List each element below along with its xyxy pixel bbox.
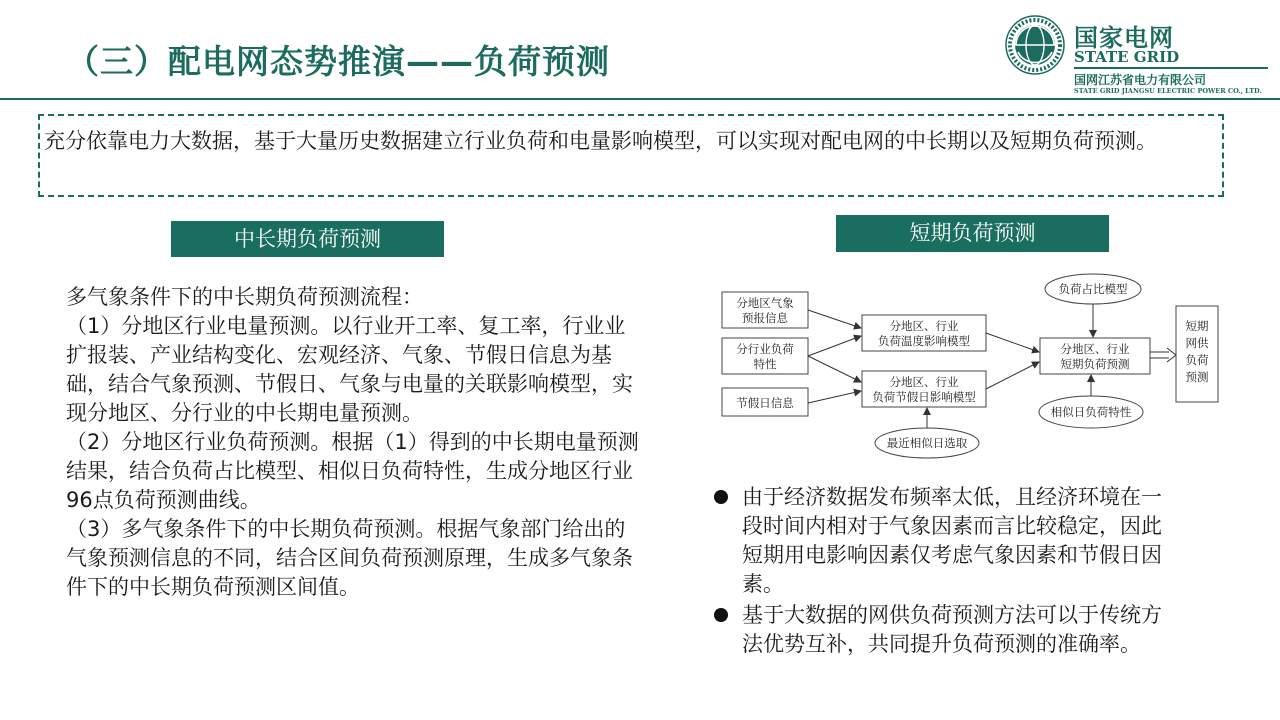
input-label-line: 预报信息 (742, 311, 788, 325)
model-label-line: 负荷节假日影响模型 (872, 390, 976, 404)
bullet-text: 基于大数据的网供负荷预测方法可以于传统方法优势互补，共同提升负荷预测的准确率。 (742, 603, 1162, 656)
model-label-line: 分地区、行业 (889, 375, 959, 389)
ellipse-label: 相似日负荷特性 (1050, 405, 1132, 419)
long-term-paragraph: （1）分地区行业电量预测。以行业开工率、复工率，行业业扩报装、产业结构变化、宏观经济、气象、节假日信息为基础，结合气象预测、节假日、气象与电量的关联影响模型，实现分地区、分行业的中长期电量预测。 (66, 314, 633, 425)
output-label-line: 负荷 (1185, 353, 1209, 367)
page-title: （三）配电网态势推演——负荷预测 (66, 42, 610, 81)
intro-text: 充分依靠电力大数据，基于大量历史数据建立行业负荷和电量影响模型，可以实现对配电网的中长期以及短期负荷预测。 (44, 129, 1157, 153)
bullet-dot-icon (714, 490, 728, 504)
output-double-arrow (1150, 348, 1176, 362)
short-term-flow-diagram (720, 270, 1220, 460)
ellipse-label: 最近相似日选取 (886, 436, 968, 450)
section-tag-long-term: 中长期负荷预测 (171, 221, 444, 257)
output-label-line: 短期 (1185, 319, 1209, 333)
long-term-paragraph: （3）多气象条件下的中长期负荷预测。根据气象部门给出的气象预测信息的不同，结合区间负荷预测原理，生成多气象条件下的中长期负荷预测区间值。 (66, 517, 633, 599)
section-tag-short-term: 短期负荷预测 (836, 215, 1109, 252)
input-label-line: 节假日信息 (736, 396, 794, 410)
bullet-item (712, 483, 1182, 599)
bullet-text: 由于经济数据发布频率太低，且经济环境在一段时间内相对于气象因素而言比较稳定，因此短期用电影响因素仅考虑气象因素和节假日因素。 (742, 485, 1162, 596)
long-term-paragraph: （2）分地区行业负荷预测。根据（1）得到的中长期电量预测结果，结合负荷占比模型、相似日负荷特性，生成分地区行业96点负荷预测曲线。 (66, 430, 639, 512)
header-divider (0, 98, 1280, 100)
model-label-line: 分地区、行业 (889, 319, 959, 333)
logo-divider (1074, 67, 1268, 69)
bullet-item (712, 601, 1182, 659)
model-label-line: 负荷温度影响模型 (878, 334, 970, 348)
state-grid-logo (1004, 10, 1274, 94)
state-grid-emblem-icon (1004, 14, 1066, 76)
center-label-line: 分地区、行业 (1060, 342, 1130, 356)
output-label-line: 预测 (1185, 370, 1209, 384)
logo-company-en: STATE GRID JIANGSU ELECTRIC POWER CO., LTD. (1074, 87, 1262, 95)
input-label-line: 分地区气象 (736, 296, 794, 310)
input-label-line: 分行业负荷 (736, 342, 794, 356)
logo-en-text: STATE GRID (1074, 48, 1180, 66)
short-term-bullets (712, 483, 1182, 661)
long-term-paragraph: 多气象条件下的中长期负荷预测流程： (66, 285, 423, 309)
output-label-line: 网供 (1185, 336, 1209, 350)
bullet-dot-icon (714, 608, 728, 622)
logo-cn-text: 国家电网 (1074, 24, 1174, 52)
ellipse-label: 负荷占比模型 (1058, 282, 1128, 296)
center-label-line: 短期负荷预测 (1060, 357, 1130, 371)
input-label-line: 特性 (753, 357, 777, 371)
logo-company-cn: 国网江苏省电力有限公司 (1074, 73, 1207, 87)
long-term-description (66, 283, 644, 602)
